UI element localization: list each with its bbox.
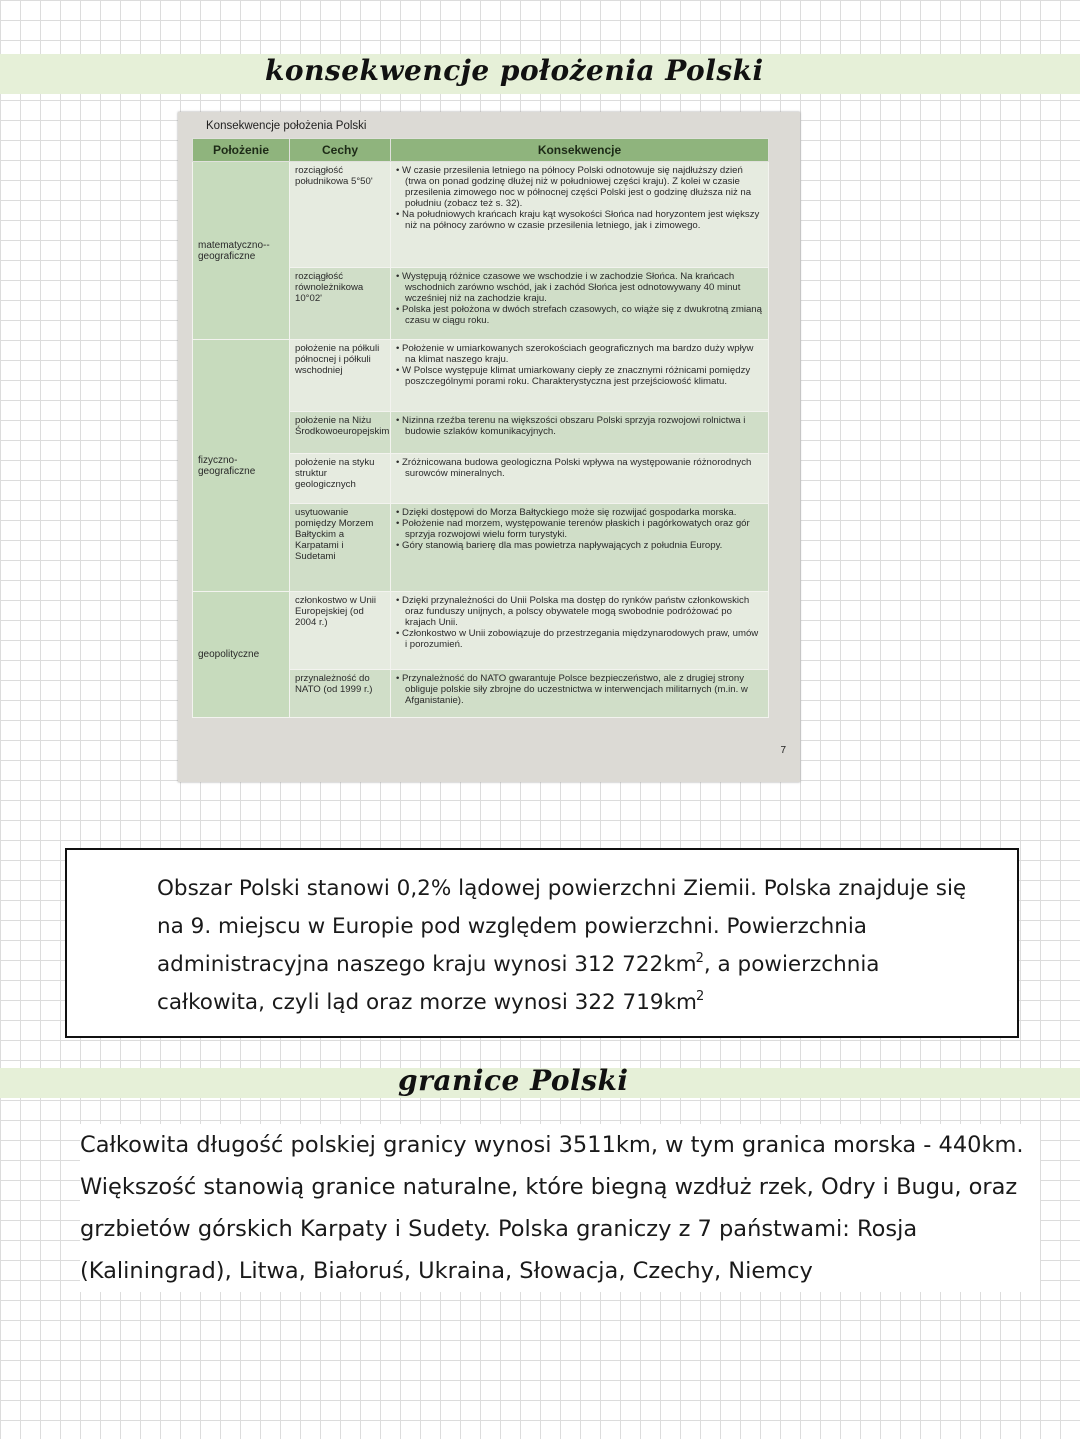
consequence-item: • Nizinna rzeźba terenu na większości obszaru Polski sprzyja rozwojowi rolnictwa i budowie szlaków komunikacyjnych. [396,415,763,437]
consequence-item: • Dzięki dostępowi do Morza Bałtyckiego może się rozwijać gospodarka morska. [396,507,763,518]
header-polozenie: Położenie [193,139,290,162]
feature-cell: położenie na styku struktur geologicznych [290,454,391,504]
consequence-item: • W czasie przesilenia letniego na północy Polski odnotowuje się najdłuższy dzień (trwa on ponad godzinę dłużej niż w południowej części kraju). Z kolei w czasie przesilenia zimowego noc w północnej części Polski jest o godzinę dłuższa niż na południu (zobacz też s. 32). [396,165,763,209]
group-label: matematyczno--geograficzne [193,162,290,340]
consequence-cell [391,162,769,268]
feature-cell: rozciągłość południkowa 5°50' [290,162,391,268]
feature-cell: usytuowanie pomiędzy Morzem Bałtyckim a Karpatami i Sudetami [290,504,391,592]
consequence-item: • Góry stanowią barierę dla mas powietrza napływających z południa Europy. [396,540,763,551]
table-header-row [193,139,769,162]
feature-cell: członkostwo w Unii Europejskiej (od 2004 r.) [290,592,391,670]
section-heading-borders: granice Polski [398,1064,629,1097]
consequence-item: • Na południowych krańcach kraju kąt wysokości Słońca nad horyzontem jest większy niż na północy zarówno w czasie przesilenia letniego, jak i zimowego. [396,209,763,231]
consequence-item: • Występują różnice czasowe we wschodzie i w zachodzie Słońca. Na krańcach wschodnich zarówno wschód, jak i zachód Słońca jest odnotowywany 40 minut wcześniej niż na zachodzie kraju. [396,271,763,304]
consequence-item: • Zróżnicowana budowa geologiczna Polski wpływa na występowanie różnorodnych surowców mineralnych. [396,457,763,479]
consequence-cell [391,268,769,340]
group-label: fizyczno-geograficzne [193,340,290,592]
info-text-part: , a powierzchnia całkowita, czyli ląd oraz morze wynosi 322 719km [157,952,880,1015]
consequence-item: • Położenie nad morzem, występowanie terenów płaskich i pagórkowatych oraz gór sprzyja rozwojowi wielu form turystyki. [396,518,763,540]
info-text-part: Obszar Polski stanowi 0,2% lądowej powierzchni Ziemii. Polska znajduje się na 9. miejscu w Europie pod względem powierzchni. Powierzchnia administracyjna naszego kraju wynosi 312 722km [157,876,967,977]
consequence-item: • Polska jest położona w dwóch strefach czasowych, co wiąże się z dwukrotną zmianą czasu w ciągu roku. [396,304,763,326]
feature-cell: rozciągłość równoleżnikowa 10°02' [290,268,391,340]
feature-cell: przynależność do NATO (od 1999 r.) [290,670,391,718]
group-label: geopolityczne [193,592,290,718]
consequence-cell [391,592,769,670]
consequence-item: • Dzięki przynależności do Unii Polska ma dostęp do rynków państw członkowskich oraz funduszy unijnych, a polscy obywatele mogą swobodnie podróżować po krajach Unii. [396,595,763,628]
page-heading: konsekwencje położenia Polski [265,54,764,87]
feature-cell: położenie na Niżu Środkowoeuropejskim [290,412,391,454]
info-box [65,848,1019,1038]
consequence-cell [391,412,769,454]
page-number: 7 [780,745,786,756]
info-box-text [157,870,987,1022]
header-cechy: Cechy [290,139,391,162]
photo-table-title: Konsekwencje położenia Polski [206,120,367,132]
borders-paragraph: Całkowita długość polskiej granicy wynosi 3511km, w tym granica morska - 440km. Większość stanowią granice naturalne, które biegną wzdłuż rzek, Odry i Bugu, oraz grzbietów górskich Karpaty i Sudety. Polska graniczy z 7 państwami: Rosja (Kaliningrad), Litwa, Białoruś, Ukraina, Słowacja, Czechy, Niemcy [80,1124,1040,1292]
consequence-item: • Przynależność do NATO gwarantuje Polsce bezpieczeństwo, ale z drugiej strony obliguje polskie siły zbrojne do uczestnictwa w interwencjach militarnych (m.in. w Afganistanie). [396,673,763,706]
consequence-cell [391,670,769,718]
consequence-item: • W Polsce występuje klimat umiarkowany ciepły ze znacznymi różnicami pomiędzy poszczególnymi porami roku. Charakterystyczna jest przejściowość klimatu. [396,365,763,387]
table-row [193,162,769,268]
superscript: 2 [696,989,705,1004]
consequence-cell [391,504,769,592]
feature-cell: położenie na półkuli północnej i półkuli wschodniej [290,340,391,412]
header-konsekwencje: Konsekwencje [391,139,769,162]
table-row [193,340,769,412]
table-row [193,592,769,670]
consequence-item: • Członkostwo w Unii zobowiązuje do przestrzegania międzynarodowych praw, umów i porozumień. [396,628,763,650]
consequence-cell [391,340,769,412]
textbook-photo [178,112,800,782]
consequence-cell [391,454,769,504]
consequence-item: • Położenie w umiarkowanych szerokościach geograficznych ma bardzo duży wpływ na klimat naszego kraju. [396,343,763,365]
consequences-table [192,138,769,718]
superscript: 2 [695,951,704,966]
